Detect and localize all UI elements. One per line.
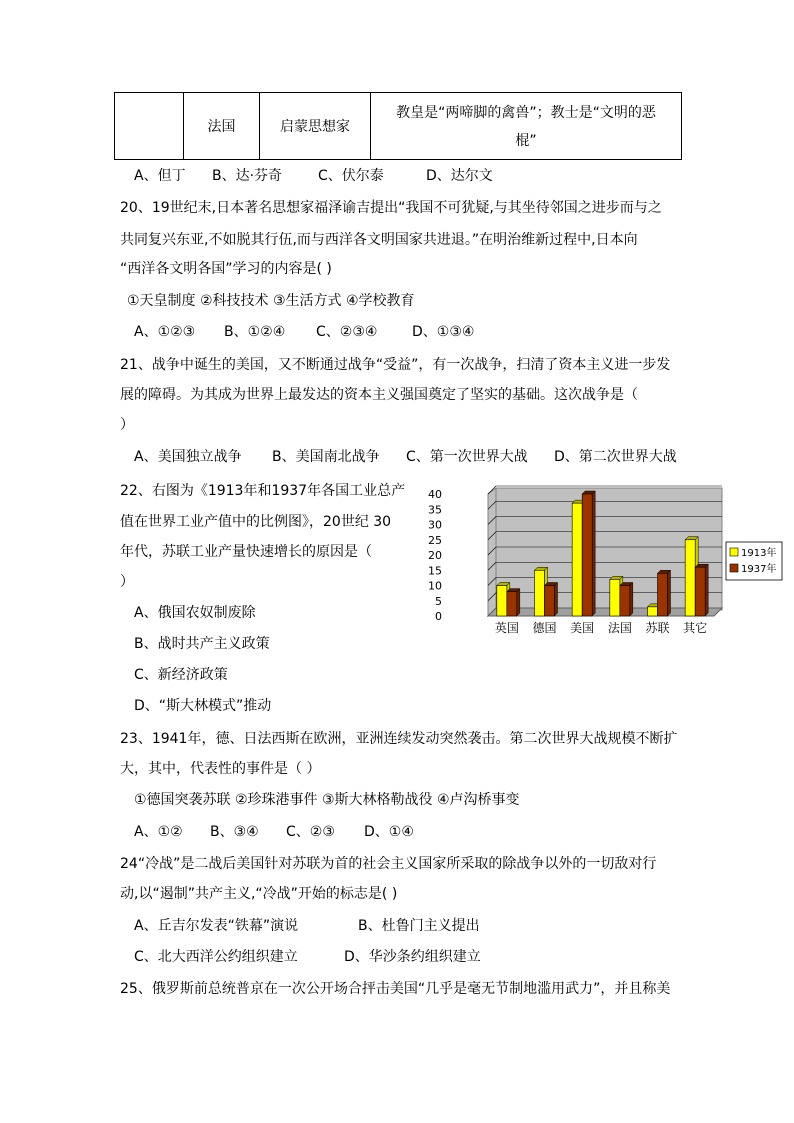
- y-tick-label: 15: [428, 564, 442, 578]
- q23-option-d: D、①④: [364, 824, 414, 840]
- bar-side: [668, 570, 671, 616]
- x-tick-label: 英国: [494, 621, 519, 635]
- x-tick-label: 法国: [607, 621, 632, 635]
- y-tick-label: 10: [428, 579, 442, 593]
- q21-option-b: B、美国南北战争: [272, 449, 380, 465]
- q24-line-1: 24“冷战”是二战后美国针对苏联为首的社会主义国家所采取的除战争以外的一切敌对行: [120, 856, 657, 872]
- q19-option-d: D、达尔文: [426, 168, 493, 184]
- bar-side: [630, 583, 633, 617]
- q24-option-a: A、丘吉尔发表“铁幕”演说: [134, 918, 299, 934]
- q24-line-2: 动,以“遏制”共产主义,“冷战”开始的标志是( ): [120, 886, 398, 902]
- q20-line-3: “西洋各文明各国”学习的内容是( ): [120, 261, 332, 277]
- q19-option-c: C、伏尔泰: [318, 168, 384, 184]
- bar: [545, 586, 555, 617]
- y-tick-label: 25: [428, 533, 442, 547]
- q22-line-1: 22、右图为《1913年和1937年各国工业总产: [120, 483, 406, 499]
- bar: [497, 586, 507, 617]
- q20-option-a: A、①②③: [134, 324, 196, 340]
- table-cell-role: 启蒙思想家: [260, 93, 371, 160]
- q22-line-3: 年代，苏联工业产量快速增长的原因是（: [120, 544, 372, 560]
- table-cell-country: 法国: [184, 93, 260, 160]
- bar-side: [555, 583, 558, 617]
- q20-items: ①天皇制度 ②科技技术 ③生活方式 ④学校教育: [127, 293, 415, 309]
- q23-line-2: 大，其中，代表性的事件是（ ）: [120, 761, 321, 777]
- table-cell-empty: [115, 93, 184, 160]
- q22-option-d: D、“斯大林模式”推动: [134, 698, 272, 714]
- q25-line-1: 25、俄罗斯前总统普京在一次公开场合抨击美国“几乎是毫无节制地滥用武力”，并且称美: [120, 981, 671, 997]
- q21-line-3: ）: [120, 417, 134, 433]
- bar: [695, 567, 705, 616]
- legend-swatch: [730, 548, 738, 556]
- y-tick-label: 40: [428, 488, 442, 501]
- quote-line-1: 教皇是“两啼脚的禽兽”；教士是“文明的恶: [396, 105, 656, 121]
- legend-swatch: [730, 564, 738, 572]
- info-table: [114, 92, 682, 160]
- industrial-output-bar-chart: [420, 482, 790, 642]
- q19-option-b: B、达·芬奇: [212, 168, 283, 184]
- bar-side: [592, 491, 595, 616]
- q22-line-4: ）: [120, 574, 134, 590]
- q24-option-c: C、北大西洋公约组织建立: [134, 949, 298, 965]
- bar: [610, 579, 620, 616]
- bar: [582, 494, 592, 616]
- q20-option-b: B、①②④: [224, 324, 286, 340]
- q21-line-1: 21、战争中诞生的美国，又不断通过战争“受益”，有一次战争，扫清了资本主义进一步发: [120, 357, 671, 373]
- bar: [658, 573, 668, 616]
- legend-label: 1937年: [741, 564, 777, 575]
- table-row: [115, 93, 682, 160]
- q22-option-c: C、新经济政策: [134, 667, 228, 683]
- bar-side: [705, 564, 708, 616]
- q22-option-b: B、战时共产主义政策: [134, 636, 270, 652]
- q22-option-a: A、俄国农奴制废除: [134, 605, 256, 621]
- x-tick-label: 苏联: [645, 621, 670, 635]
- q19-option-a: A、但丁: [134, 168, 186, 184]
- bar: [535, 570, 545, 616]
- q23-option-c: C、②③: [286, 824, 335, 840]
- q20-option-c: C、②③④: [316, 324, 378, 340]
- q22-line-2: 值在世界工业产值中的比例图》，20世纪 30: [120, 514, 392, 530]
- y-tick-label: 35: [428, 503, 442, 517]
- q21-line-2: 展的障碍。为其成为世界上最发达的资本主义强国奠定了坚实的基础。这次战争是（: [120, 387, 638, 403]
- table-cell-quote: [371, 93, 682, 160]
- bar: [648, 607, 658, 616]
- x-tick-label: 其它: [683, 621, 708, 635]
- y-tick-label: 0: [435, 610, 442, 623]
- q21-option-a: A、美国独立战争: [134, 449, 242, 465]
- quote-line-2: 棍”: [515, 133, 537, 149]
- bar: [507, 592, 517, 616]
- x-tick-label: 美国: [570, 621, 595, 635]
- q23-option-a: A、①②: [134, 824, 183, 840]
- bar: [685, 540, 695, 616]
- bar-side: [517, 589, 520, 616]
- q23-option-b: B、③④: [210, 824, 259, 840]
- legend-label: 1913年: [741, 548, 777, 559]
- bar: [572, 503, 582, 616]
- y-tick-label: 20: [428, 549, 442, 562]
- q23-items: ①德国突袭苏联 ②珍珠港事件 ③斯大林格勒战役 ④卢沟桥事变: [134, 792, 520, 808]
- y-tick-label: 5: [435, 594, 442, 608]
- q24-option-d: D、华沙条约组织建立: [344, 949, 481, 965]
- q21-option-c: C、第一次世界大战: [406, 449, 528, 465]
- q20-line-2: 共同复兴东亚,不如脱其行伍,而与西洋各文明国家共进退。”在明治维新过程中,日本向: [120, 232, 638, 248]
- q20-line-1: 20、19世纪末,日本著名思想家福泽谕吉提出“我国不可犹疑,与其坐待邻国之进步而与之: [120, 200, 662, 216]
- q23-line-1: 23、1941年，德、日法西斯在欧洲，亚洲连续发动突然袭击。第二次世界大战规模不断扩: [120, 731, 678, 747]
- x-tick-label: 德国: [532, 621, 557, 635]
- q20-option-d: D、①③④: [412, 324, 475, 340]
- bar: [620, 586, 630, 617]
- y-tick-label: 30: [428, 518, 442, 532]
- q21-option-d: D、第二次世界大战: [554, 449, 677, 465]
- q24-option-b: B、杜鲁门主义提出: [358, 918, 480, 934]
